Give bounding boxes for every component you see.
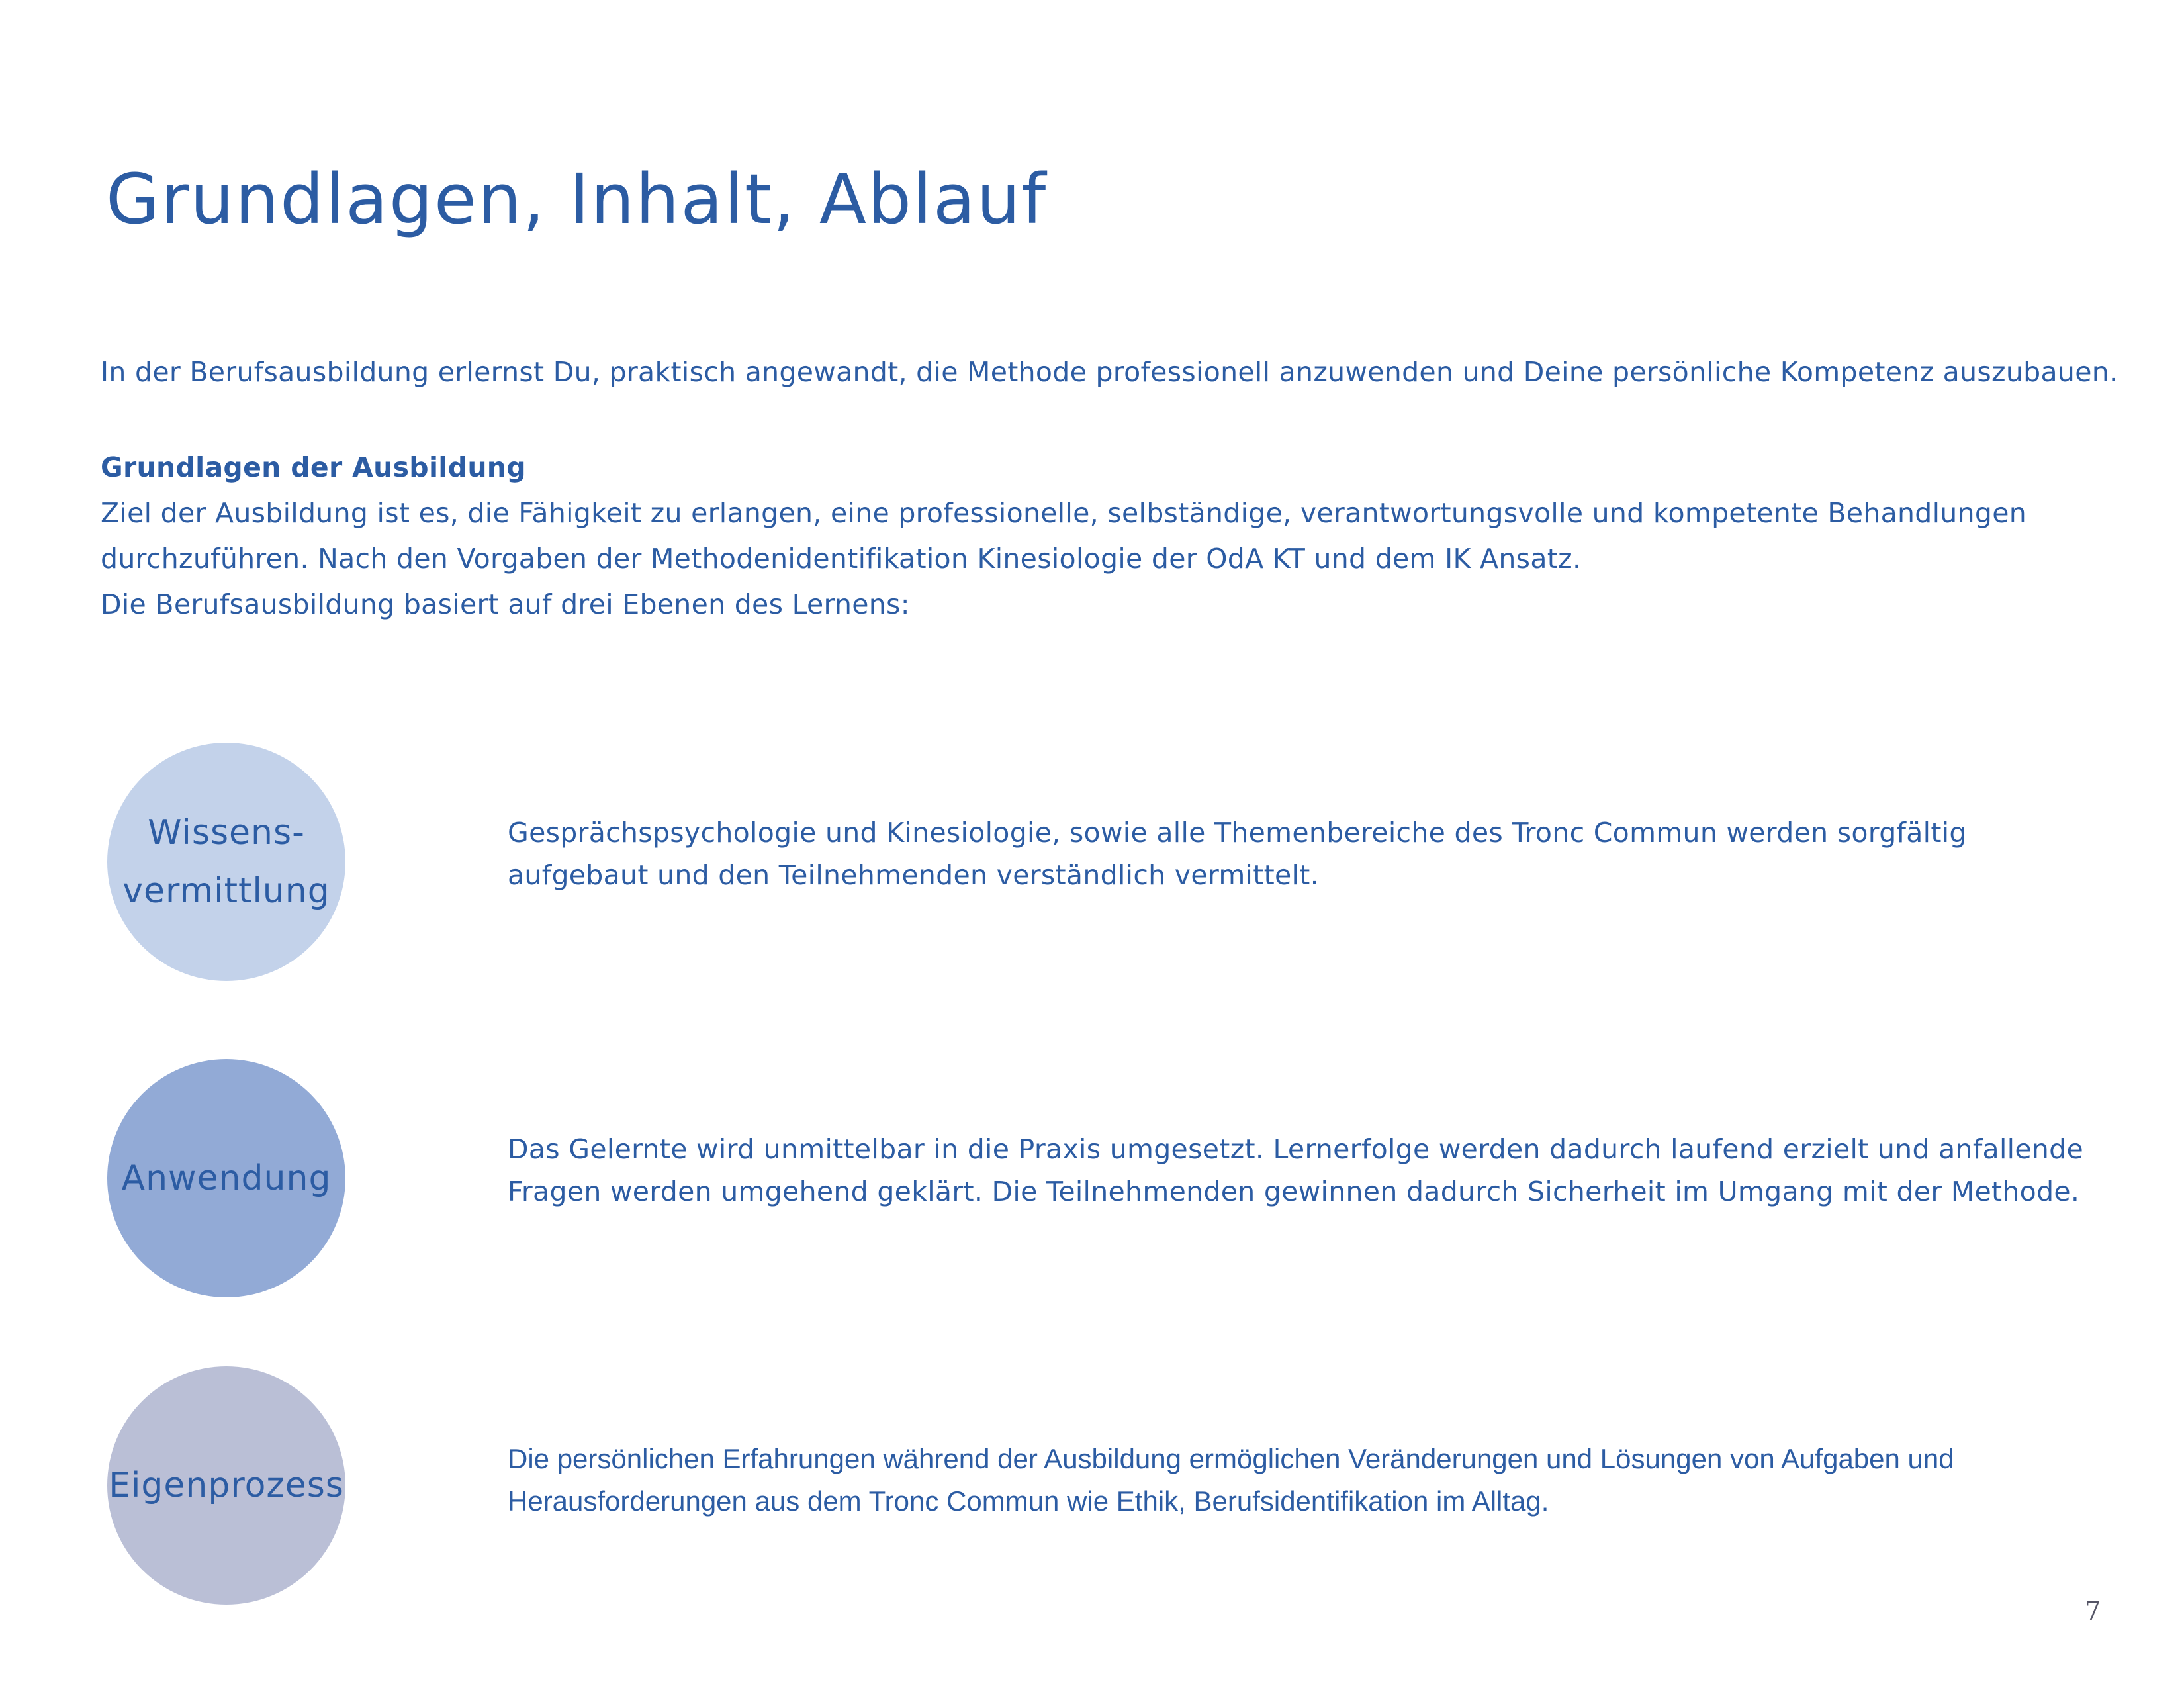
level-description — [508, 1438, 1954, 1523]
learning-level-self-process — [107, 1366, 2066, 1605]
basics-section — [101, 445, 2026, 628]
level-circle-self-process — [107, 1366, 345, 1605]
level-description-line: aufgebaut und den Teilnehmenden verständlich vermittelt. — [508, 859, 1319, 891]
intro-paragraph: In der Berufsausbildung erlernst Du, praktisch angewandt, die Methode professionell anzuwenden und Deine persönliche Kompetenz auszubauen. — [101, 356, 2118, 388]
level-label: Wissens- — [148, 813, 305, 853]
page-title: Grundlagen, Inhalt, Ablauf — [106, 159, 1048, 240]
level-description-line: Herausforderungen aus dem Tronc Commun wie Ethik, Berufsidentifikation im Alltag. — [508, 1485, 1549, 1517]
level-label: Anwendung — [121, 1158, 332, 1198]
level-description-line: Das Gelernte wird unmittelbar in die Praxis umgesetzt. Lernerfolge werden dadurch laufend erzielt und anfallende — [508, 1133, 2084, 1165]
level-label: vermittlung — [122, 871, 330, 911]
basics-line: durchzuführen. Nach den Vorgaben der Methodenidentifikation Kinesiologie der OdA KT und dem IK Ansatz. — [101, 543, 1582, 575]
page-number: 7 — [2085, 1597, 2101, 1626]
learning-level-application — [107, 1059, 2084, 1297]
basics-heading: Grundlagen der Ausbildung — [101, 451, 526, 483]
basics-line: Die Berufsausbildung basiert auf drei Ebenen des Lernens: — [101, 588, 910, 620]
level-label: Eigenprozess — [109, 1466, 344, 1505]
level-circle-knowledge — [107, 743, 345, 981]
level-description-line: Fragen werden umgehend geklärt. Die Teilnehmenden gewinnen dadurch Sicherheit im Umgang mit der Methode. — [508, 1176, 2080, 1207]
level-description-line: Die persönlichen Erfahrungen während der Ausbildung ermöglichen Veränderungen und Lösungen von Aufgaben und — [508, 1443, 1954, 1474]
level-description — [508, 1128, 2083, 1213]
level-description-line: Gesprächspsychologie und Kinesiologie, sowie alle Themenbereiche des Tronc Commun werden sorgfältig — [508, 817, 1967, 849]
basics-line: Ziel der Ausbildung ist es, die Fähigkeit zu erlangen, eine professionelle, selbständige, verantwortungsvolle und kompetente Behandlungen — [101, 497, 2027, 529]
level-description — [508, 812, 1967, 896]
level-circle-application — [107, 1059, 345, 1297]
learning-level-knowledge — [107, 743, 2066, 981]
